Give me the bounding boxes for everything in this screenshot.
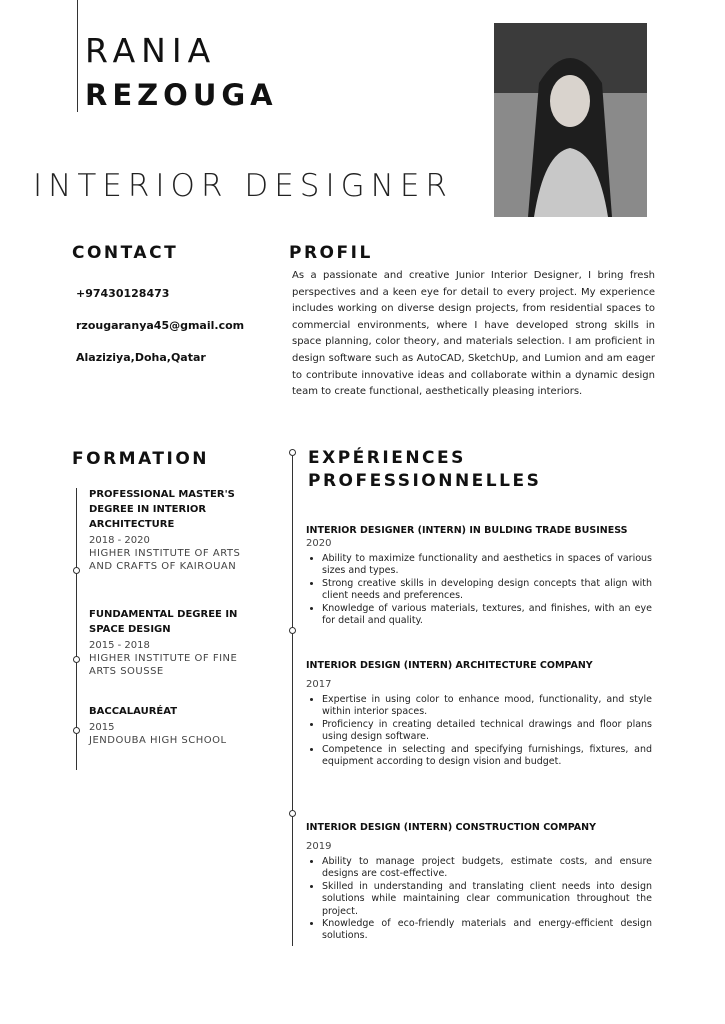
profil-text: As a passionate and creative Junior Interior Designer, I bring fresh perspectives and a keen eye for detail to every project. My experience includes working on diverse design projects, from residential spaces to commercial environments, where I have developed strong skills in space planning, color theory, and materials selection. I am proficient in design software such as AutoCAD, SketchUp, and Lumion and am eager to contribute innovative ideas and collaborate within a dynamic design team to create functional, aesthetically pleasing interiors. [292,270,655,398]
formation-item-3 [89,704,259,747]
formation-dot-2 [73,656,80,663]
experience-bullet: • Knowledge of various materials, textures, and finishes, with an eye for detail and quality. [322,603,652,628]
experience-job-title-1: INTERIOR DESIGNER (INTERN) IN BULDING TRADE BUSINESS [306,525,628,536]
experience-bullet: • Competence in selecting and specifying furnishings, fixtures, and equipment according to design vision and budget. [322,744,652,769]
experience-bullet: • Skilled in understanding and translating client needs into design solutions while maintaining clear communication throughout the project. [322,881,652,918]
formation-school-2: HIGHER INSTITUTE OF FINE ARTS SOUSSE [89,653,238,677]
experience-job-title-2: INTERIOR DESIGN (INTERN) ARCHITECTURE COMPANY [306,660,593,671]
experience-dot-1 [289,627,296,634]
experience-year-1: 2020 [306,538,332,549]
experience-title-line2: PROFESSIONNELLES [308,471,542,491]
experience-timeline [292,456,293,946]
contact-phone: +97430128473 [76,287,170,300]
formation-school-3: JENDOUBA HIGH SCHOOL [89,735,227,746]
experience-bullets-2 [306,694,652,768]
formation-title: FORMATION [72,449,210,469]
job-title: INTERIOR DESIGNER [33,168,453,204]
first-name: RANIA [85,31,217,70]
contact-address: Alaziziya,Doha,Qatar [76,351,206,364]
profile-photo [494,23,647,217]
profil-title: PROFIL [289,243,373,263]
experience-bullet: • Proficiency in creating detailed technical drawings and floor plans using design software. [322,719,652,744]
formation-dot-3 [73,727,80,734]
experience-bullet: • Ability to maximize functionality and aesthetics in spaces of various sizes and types. [322,553,652,578]
experience-bullet: • Ability to manage project budgets, estimate costs, and ensure designs are cost-effective. [322,856,652,881]
last-name: REZOUGA [85,78,278,112]
experience-item-1 [306,525,652,627]
formation-title-2: FUNDAMENTAL DEGREE IN SPACE DESIGN [89,609,238,635]
formation-years-1: 2018 - 2020 [89,535,150,546]
experience-item-3 [306,822,652,943]
experience-item-2 [306,660,652,768]
contact-title: CONTACT [72,243,179,263]
experience-dot-2 [289,810,296,817]
experience-year-2: 2017 [306,679,332,690]
experience-bullets-1 [306,553,652,627]
formation-item-1 [89,487,259,573]
experience-bullet: • Expertise in using color to enhance mood, functionality, and style within interior spaces. [322,694,652,719]
formation-years-2: 2015 - 2018 [89,640,150,651]
experience-title-dot [289,449,296,456]
experience-bullet: • Strong creative skills in developing design concepts that align with client needs and preferences. [322,578,652,603]
formation-years-3: 2015 [89,722,115,733]
formation-title-3: BACCALAURÉAT [89,706,178,717]
experience-year-3: 2019 [306,841,332,852]
formation-school-1: HIGHER INSTITUTE OF ARTS AND CRAFTS OF KAIROUAN [89,548,241,572]
contact-email: rzougaranya45@gmail.com [76,319,245,332]
experience-job-title-3: INTERIOR DESIGN (INTERN) CONSTRUCTION COMPANY [306,822,596,833]
experience-bullets-3 [306,856,652,943]
portrait-image [494,23,647,217]
experience-bullet: • Knowledge of eco-friendly materials and energy-efficient design solutions. [322,918,652,943]
header-divider [77,0,78,112]
formation-dot-1 [73,567,80,574]
experience-title-line1: EXPÉRIENCES [308,448,466,468]
formation-title-1: PROFESSIONAL MASTER'S DEGREE IN INTERIOR ARCHITECTURE [89,489,235,530]
formation-item-2 [89,607,259,678]
